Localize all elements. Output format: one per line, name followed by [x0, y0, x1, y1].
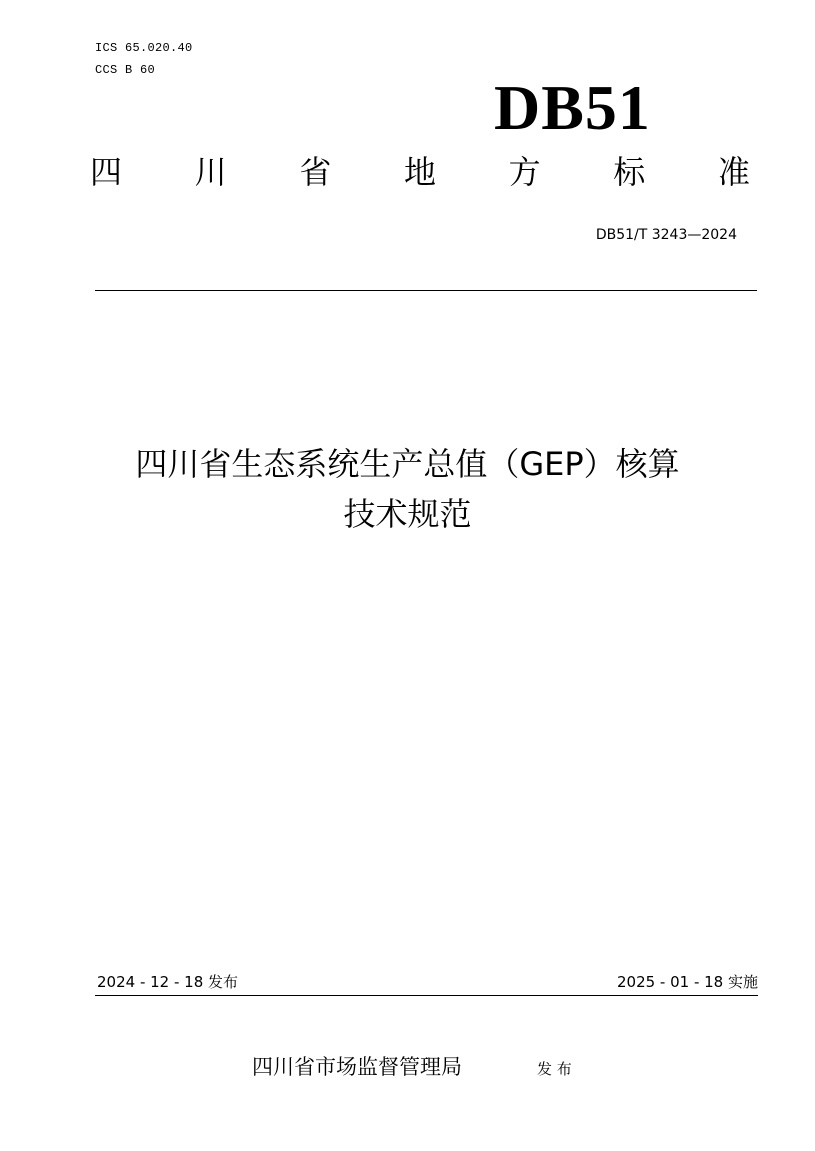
standard-type-heading [90, 153, 750, 191]
standard-type-char: 四 [90, 153, 123, 191]
standard-type-char: 地 [403, 153, 436, 191]
issuing-action: 发 布 [537, 1060, 572, 1078]
standard-type-char: 省 [299, 153, 332, 191]
document-title-line2: 技术规范 [343, 495, 472, 533]
issuing-authority: 四川省市场监督管理局 [252, 1055, 462, 1079]
standard-type-char: 方 [508, 153, 541, 191]
release-date: 2024 - 12 - 18 发布 [97, 973, 239, 991]
document-title-line1: 四川省生态系统生产总值（GEP）核算 [135, 445, 680, 483]
standard-type-char: 准 [717, 153, 750, 191]
ccs-code: CCS B 60 [95, 63, 156, 77]
standard-number: DB51/T 3243—2024 [595, 227, 737, 243]
footer-divider [95, 995, 758, 996]
header-divider [95, 290, 757, 291]
ics-code: ICS 65.020.40 [95, 41, 193, 55]
implementation-date: 2025 - 01 - 18 实施 [616, 973, 758, 991]
standard-type-char: 川 [194, 153, 227, 191]
standard-logo: DB51 [494, 72, 651, 143]
standard-type-char: 标 [613, 153, 646, 191]
